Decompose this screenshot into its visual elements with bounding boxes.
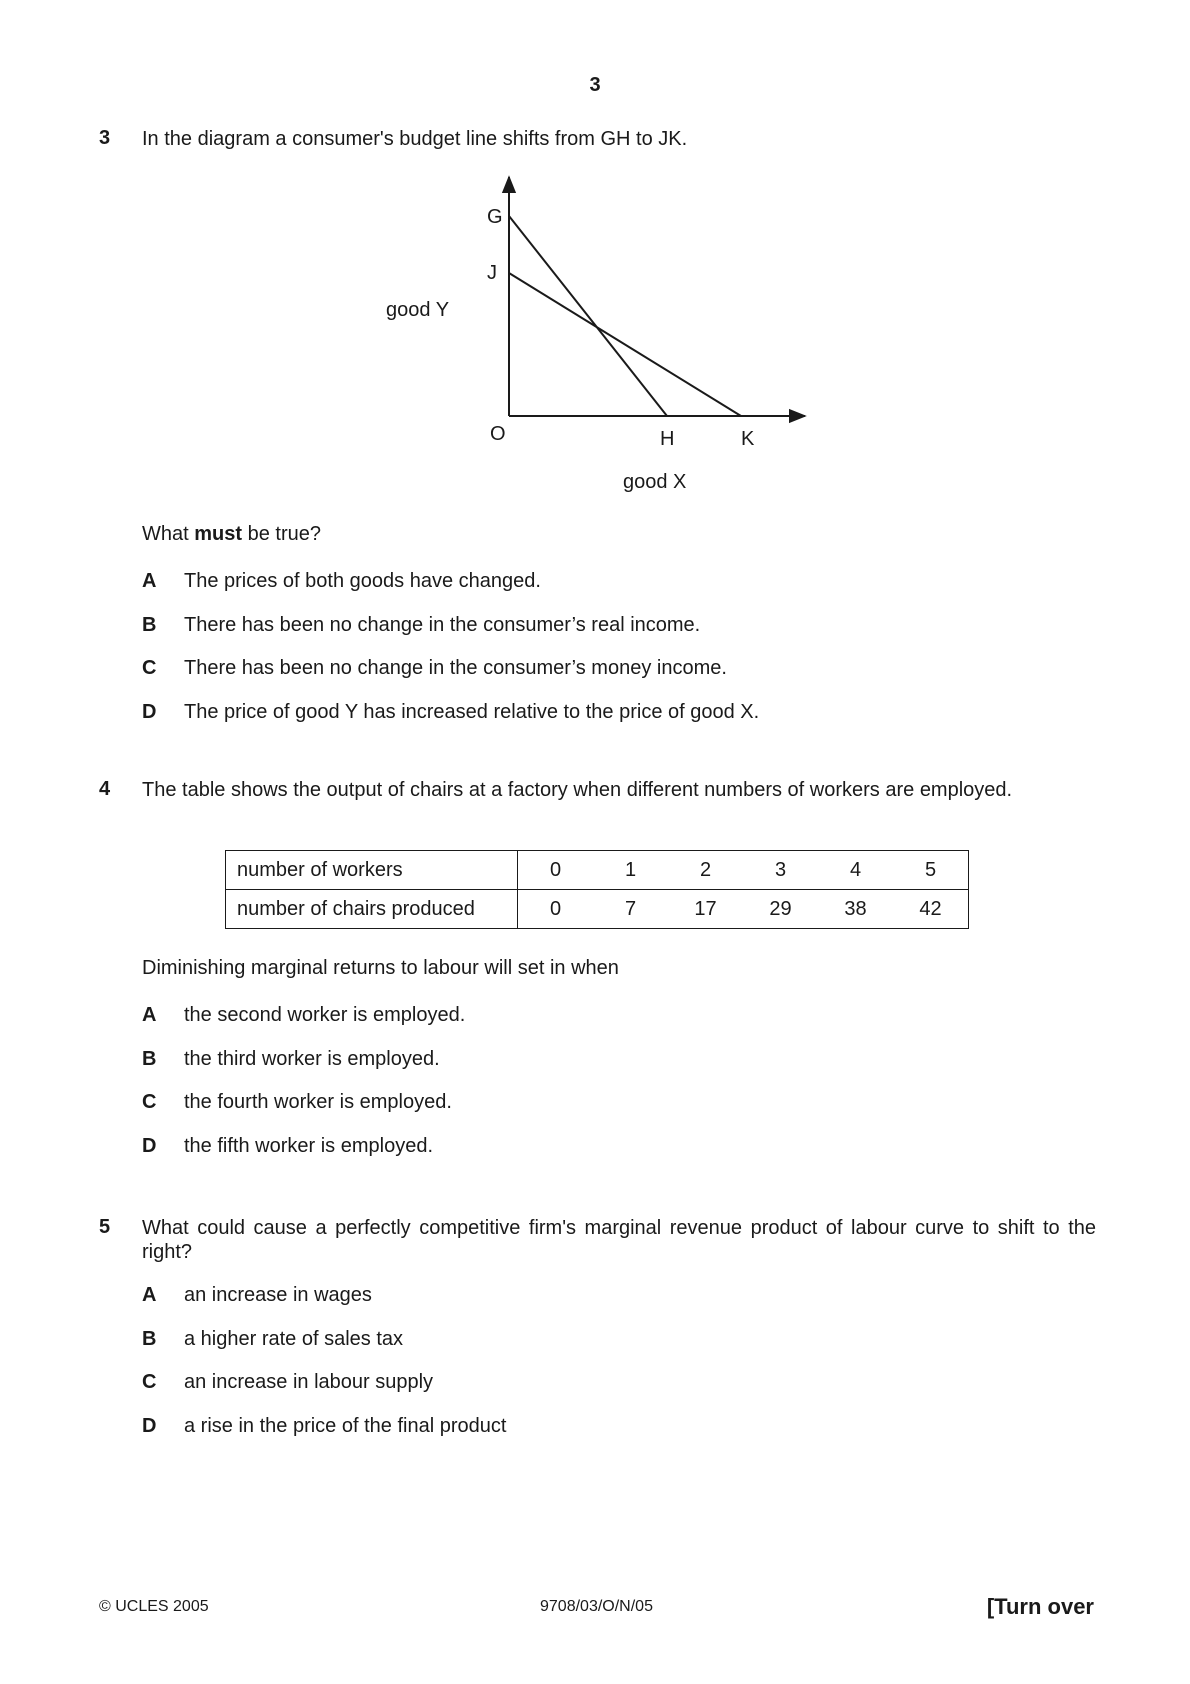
point-g-label: G bbox=[487, 206, 503, 228]
table-cell: 38 bbox=[818, 890, 893, 929]
option-text: the second worker is employed. bbox=[184, 1004, 466, 1026]
prompt-emphasis: must bbox=[194, 523, 243, 545]
table-cell: 0 bbox=[518, 890, 594, 929]
table-cell: 17 bbox=[668, 890, 743, 929]
question-prompt bbox=[142, 522, 1096, 546]
row-header: number of workers bbox=[226, 851, 518, 890]
footer-paper-code: 9708/03/O/N/05 bbox=[540, 1598, 653, 1615]
table-cell: 2 bbox=[668, 851, 743, 890]
budget-line-diagram bbox=[0, 0, 1190, 520]
question-number: 3 bbox=[99, 127, 111, 149]
option-text: a rise in the price of the final product bbox=[184, 1415, 507, 1437]
prompt-text: What bbox=[142, 523, 195, 545]
footer-copyright: © UCLES 2005 bbox=[99, 1598, 209, 1615]
table-cell: 4 bbox=[818, 851, 893, 890]
budget-line-jk bbox=[509, 273, 741, 416]
option-letter: D bbox=[142, 1135, 157, 1157]
page-number: 3 bbox=[589, 74, 601, 96]
option-text: a higher rate of sales tax bbox=[184, 1328, 404, 1350]
option-letter: C bbox=[142, 1091, 157, 1113]
option-text: an increase in labour supply bbox=[184, 1371, 434, 1393]
option-text: an increase in wages bbox=[184, 1284, 372, 1306]
option-letter: C bbox=[142, 657, 157, 679]
table-row bbox=[226, 890, 969, 929]
point-j-label: J bbox=[487, 262, 497, 284]
option-letter: D bbox=[142, 701, 157, 723]
option-text: the fifth worker is employed. bbox=[184, 1135, 433, 1157]
output-table bbox=[225, 850, 969, 929]
table-cell: 7 bbox=[593, 890, 668, 929]
table-cell: 29 bbox=[743, 890, 818, 929]
y-axis-label: good Y bbox=[386, 299, 450, 321]
option-letter: B bbox=[142, 1328, 157, 1350]
option-text: The price of good Y has increased relative to the price of good X. bbox=[184, 701, 760, 723]
x-axis-label: good X bbox=[623, 471, 687, 493]
table-cell: 5 bbox=[893, 851, 969, 890]
budget-line-gh bbox=[509, 216, 667, 416]
question-text: What could cause a perfectly competitive firm's marginal revenue product of labour curve to shift to the right? bbox=[142, 1217, 1096, 1263]
row-header: number of chairs produced bbox=[226, 890, 518, 929]
option-letter: B bbox=[142, 1048, 157, 1070]
option-text: the fourth worker is employed. bbox=[184, 1091, 452, 1113]
table-cell: 1 bbox=[593, 851, 668, 890]
option-text: the third worker is employed. bbox=[184, 1048, 440, 1070]
table-cell: 42 bbox=[893, 890, 969, 929]
question-number: 4 bbox=[99, 778, 111, 800]
table-row bbox=[226, 851, 969, 890]
option-letter: C bbox=[142, 1371, 157, 1393]
table-cell: 0 bbox=[518, 851, 594, 890]
question-text: In the diagram a consumer's budget line shifts from GH to JK. bbox=[142, 128, 688, 150]
option-text: The prices of both goods have changed. bbox=[184, 570, 541, 592]
table-cell: 3 bbox=[743, 851, 818, 890]
turn-over-label: [Turn over bbox=[986, 1594, 1094, 1619]
point-k-label: K bbox=[741, 428, 755, 450]
prompt-text: be true? bbox=[242, 523, 321, 545]
option-text: There has been no change in the consumer’s money income. bbox=[184, 657, 727, 679]
question-number: 5 bbox=[99, 1216, 111, 1238]
origin-label: O bbox=[490, 423, 506, 445]
question-prompt: Diminishing marginal returns to labour will set in when bbox=[142, 957, 619, 979]
option-letter: A bbox=[142, 570, 157, 592]
point-h-label: H bbox=[660, 428, 675, 450]
option-letter: D bbox=[142, 1415, 157, 1437]
option-letter: A bbox=[142, 1284, 157, 1306]
question-text: The table shows the output of chairs at a factory when different numbers of workers are employed. bbox=[142, 779, 1013, 801]
option-letter: A bbox=[142, 1004, 157, 1026]
option-letter: B bbox=[142, 614, 157, 636]
option-text: There has been no change in the consumer’s real income. bbox=[184, 614, 701, 636]
